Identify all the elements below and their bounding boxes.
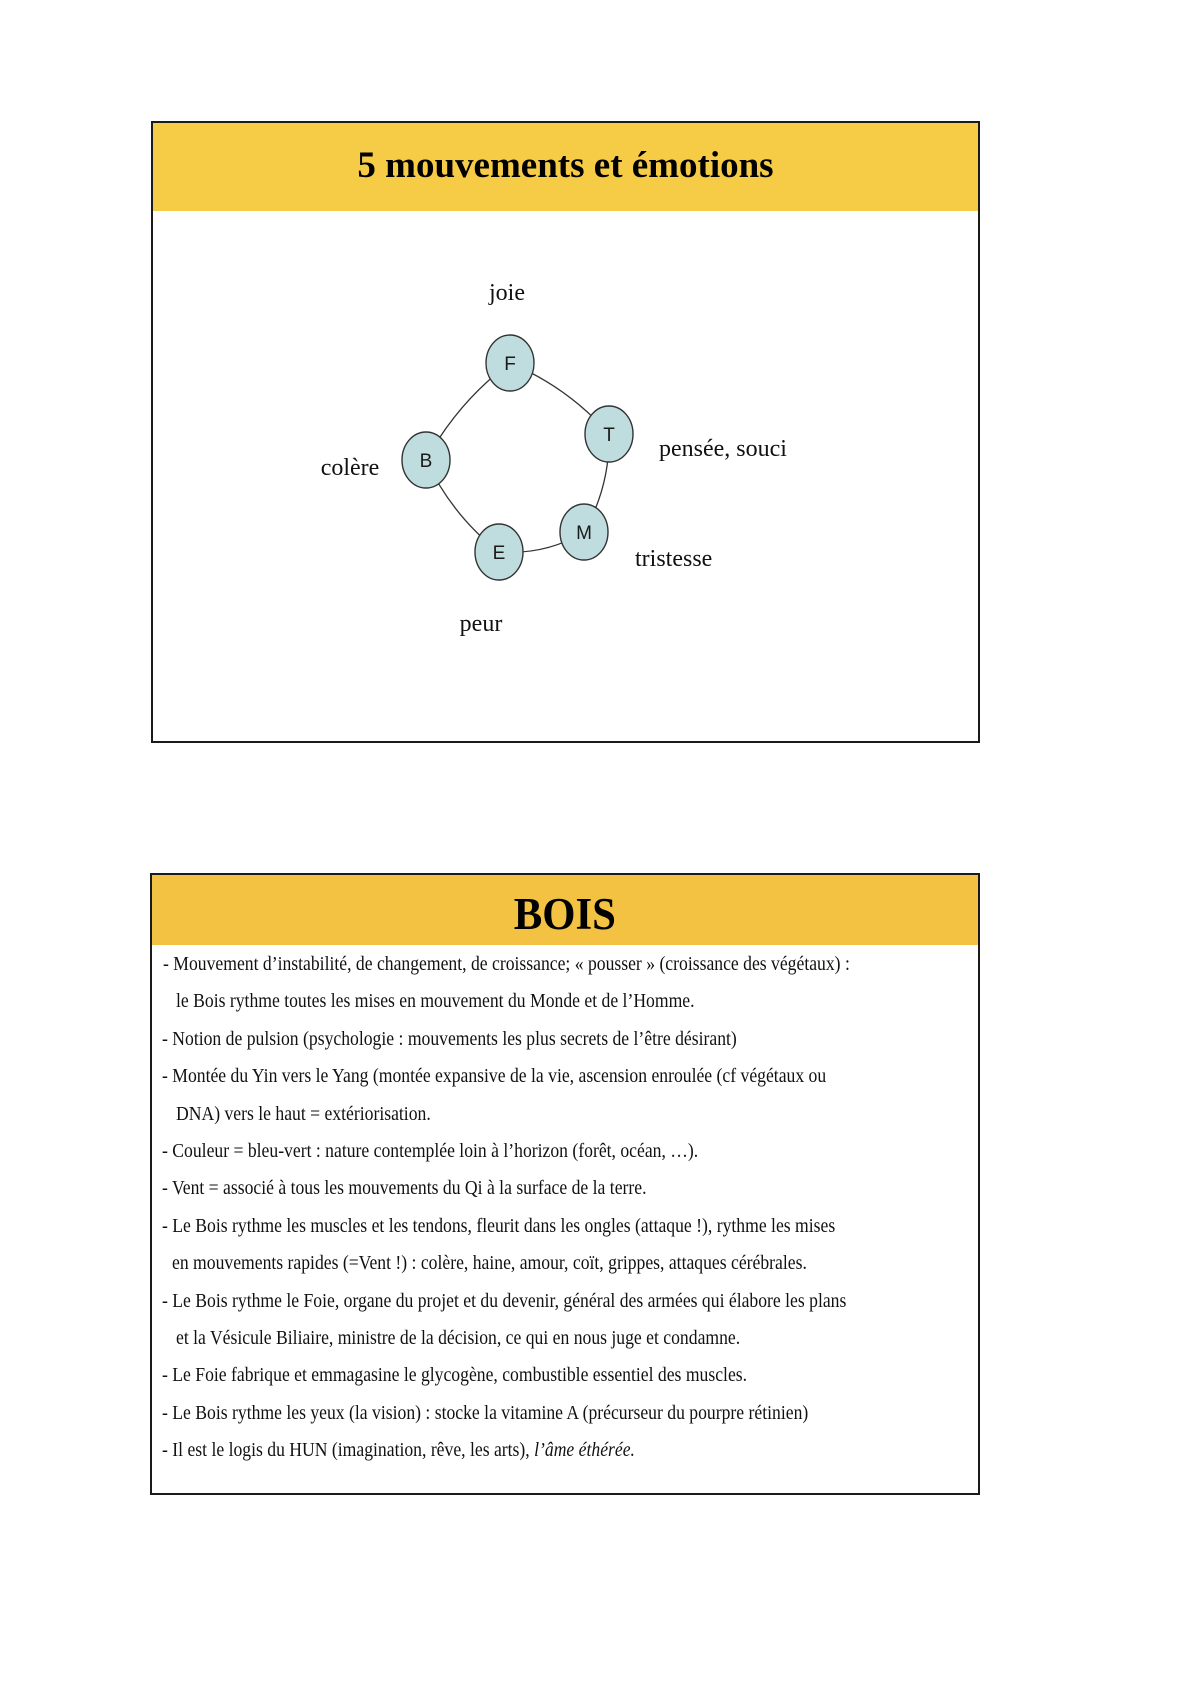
bois-text-line xyxy=(176,1104,431,1125)
bois-text: - Le Bois rythme le Foie, organe du projet et du devenir, général des armées qui élabore les plans xyxy=(162,1289,847,1312)
bois-text-line xyxy=(162,1365,747,1386)
bois-text: le Bois rythme toutes les mises en mouvement du Monde et de l’Homme. xyxy=(176,990,695,1013)
bois-text: - Mouvement d’instabilité, de changement, de croissance; « pousser » (croissance des végétaux) : xyxy=(163,953,850,975)
node-letter-F: F xyxy=(504,354,516,375)
slide-title: 5 mouvements et émotions xyxy=(357,144,774,186)
emotion-label-E: peur xyxy=(459,611,503,637)
node-E xyxy=(475,524,523,580)
bois-text: - Vent = associé à tous les mouvements du Qi à la surface de la terre. xyxy=(162,1177,647,1200)
emotion-label-M: tristesse xyxy=(635,546,713,572)
emotion-labels xyxy=(321,280,788,637)
node-letter-M: M xyxy=(576,523,592,544)
bois-text-line xyxy=(162,1291,846,1312)
slide-title: BOIS xyxy=(513,889,617,939)
emotion-label-B: colère xyxy=(320,455,380,481)
emotion-label-F: joie xyxy=(489,280,525,306)
node-T xyxy=(585,406,633,462)
bois-text-line xyxy=(162,1440,635,1461)
bois-text: - Notion de pulsion (psychologie : mouvements les plus secrets de l’être désirant) xyxy=(162,1027,737,1050)
bois-text: DNA) vers le haut = extériorisation. xyxy=(176,1102,431,1125)
bois-text-line xyxy=(172,1253,807,1274)
node-F xyxy=(486,335,534,391)
node-letter-T: T xyxy=(603,425,615,446)
bois-text-line xyxy=(162,1029,737,1050)
slide-header xyxy=(152,875,978,945)
node-B xyxy=(402,432,450,488)
bois-text: - Le Foie fabrique et emmagasine le glycogène, combustible essentiel des muscles. xyxy=(162,1364,748,1387)
bois-text: et la Vésicule Biliaire, ministre de la décision, ce qui en nous juge et condamne. xyxy=(176,1327,741,1349)
bois-text-line xyxy=(162,1403,808,1424)
bois-text-line xyxy=(162,1216,835,1237)
bois-text: - Il est le logis du HUN (imagination, rêve, les arts), xyxy=(162,1439,535,1462)
bois-text-line xyxy=(176,1328,740,1349)
node-letter-E: E xyxy=(492,543,506,564)
bois-text-line xyxy=(162,1141,698,1162)
emotion-label-T: pensée, souci xyxy=(659,436,787,462)
node-letter-B: B xyxy=(419,451,433,472)
bois-text-italic: l’âme éthérée. xyxy=(534,1439,635,1462)
bois-text-line xyxy=(162,1066,826,1087)
bois-text: - Montée du Yin vers le Yang (montée expansive de la vie, ascension enroulée (cf végétaux ou xyxy=(162,1065,827,1088)
node-M xyxy=(560,504,608,560)
cycle-nodes xyxy=(402,335,633,580)
five-movements-cycle-diagram xyxy=(0,0,1190,800)
bois-text: en mouvements rapides (=Vent !) : colère, haine, amour, coït, grippes, attaques cérébrales. xyxy=(172,1252,807,1275)
bois-body-text xyxy=(152,945,978,1462)
bois-text-line xyxy=(176,991,695,1012)
bois-text-line xyxy=(162,1178,647,1199)
slide-bois xyxy=(150,873,980,1495)
bois-text: - Le Bois rythme les yeux (la vision) : stocke la vitamine A (précurseur du pourpre rétinien) xyxy=(162,1401,809,1424)
bois-text: - Couleur = bleu-vert : nature contemplée loin à l’horizon (forêt, océan, …). xyxy=(162,1140,699,1162)
bois-text: - Le Bois rythme les muscles et les tendons, fleurit dans les ongles (attaque !), rythme les mises xyxy=(162,1214,836,1237)
bois-text-line xyxy=(163,954,850,975)
